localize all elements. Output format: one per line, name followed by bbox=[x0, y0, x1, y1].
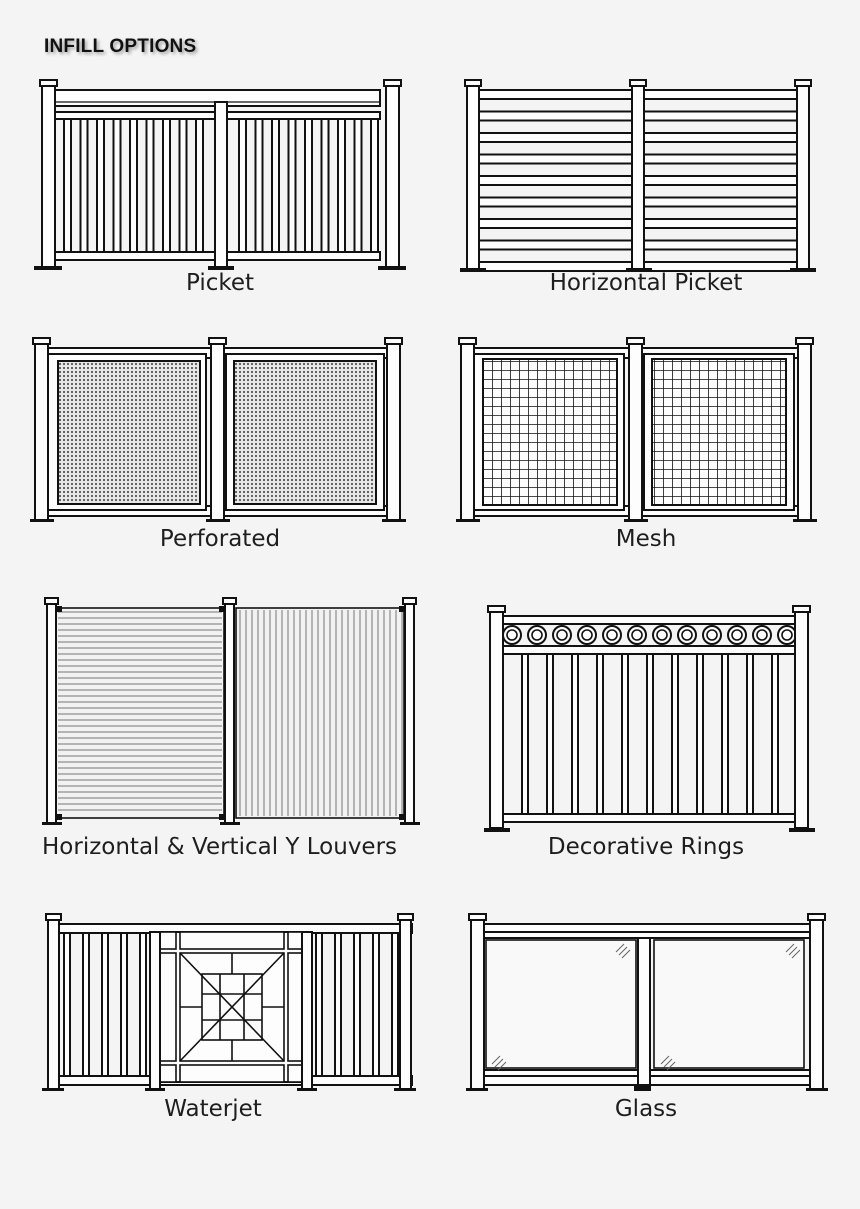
ring-outer bbox=[653, 626, 671, 644]
picket-bar bbox=[335, 933, 341, 1076]
picket-bar bbox=[163, 119, 170, 252]
picket-bar bbox=[256, 119, 263, 252]
picket-bar bbox=[371, 119, 378, 252]
picket-bar bbox=[147, 119, 154, 252]
option-picket bbox=[30, 76, 410, 306]
picket-bar bbox=[622, 654, 628, 814]
option-label-mesh: Mesh bbox=[615, 526, 677, 552]
option-label-perforated: Perforated bbox=[159, 526, 281, 552]
picket-bar bbox=[102, 933, 108, 1076]
picket-bar bbox=[672, 654, 678, 814]
picket-bar bbox=[289, 119, 296, 252]
option-label-decorative-rings: Decorative Rings bbox=[547, 834, 745, 860]
louver-railing-icon bbox=[30, 596, 430, 831]
picket-bar bbox=[83, 933, 89, 1076]
picket-bar bbox=[392, 933, 398, 1076]
ring-outer bbox=[703, 626, 721, 644]
option-label-glass: Glass bbox=[614, 1096, 678, 1122]
picket-bar bbox=[722, 654, 728, 814]
picket-bar bbox=[305, 119, 312, 252]
ring-outer bbox=[628, 626, 646, 644]
picket-bar bbox=[239, 119, 246, 252]
picket-bar bbox=[180, 119, 187, 252]
option-horizontal-picket bbox=[456, 76, 836, 306]
section-heading: INFILL OPTIONS bbox=[44, 36, 197, 57]
waterjet-railing-icon bbox=[30, 912, 430, 1102]
picket-bar bbox=[196, 119, 203, 252]
picket-bar bbox=[772, 654, 778, 814]
picket-bar bbox=[647, 654, 653, 814]
picket-railing-icon bbox=[30, 76, 410, 276]
option-mesh bbox=[456, 334, 836, 564]
picket-bar bbox=[547, 654, 553, 814]
option-label-louvers: Horizontal & Vertical Y Louvers bbox=[42, 834, 398, 860]
decorative-rings-railing-icon bbox=[456, 596, 836, 836]
glass-railing-icon bbox=[456, 912, 836, 1102]
perforated-railing-icon bbox=[30, 334, 410, 534]
ring-outer bbox=[678, 626, 696, 644]
picket-bar bbox=[522, 654, 528, 814]
ring-outer bbox=[778, 626, 796, 644]
ring-outer bbox=[578, 626, 596, 644]
picket-bar bbox=[140, 933, 146, 1076]
option-label-waterjet: Waterjet bbox=[164, 1096, 262, 1122]
ring-outer bbox=[603, 626, 621, 644]
option-perforated bbox=[30, 334, 410, 564]
picket-bar bbox=[338, 119, 345, 252]
ring-outer bbox=[728, 626, 746, 644]
option-label-horizontal-picket: Horizontal Picket bbox=[549, 270, 743, 296]
picket-bar bbox=[697, 654, 703, 814]
option-decorative-rings bbox=[456, 596, 836, 866]
ring-outer bbox=[753, 626, 771, 644]
picket-bar bbox=[121, 933, 127, 1076]
option-waterjet bbox=[30, 912, 430, 1142]
ring-outer bbox=[553, 626, 571, 644]
picket-bar bbox=[747, 654, 753, 814]
picket-bar bbox=[64, 119, 71, 252]
option-louvers bbox=[30, 596, 430, 866]
picket-bar bbox=[64, 933, 70, 1076]
picket-bar bbox=[114, 119, 121, 252]
mesh-railing-icon bbox=[456, 334, 836, 534]
picket-bar bbox=[97, 119, 104, 252]
ring-outer bbox=[503, 626, 521, 644]
picket-bar bbox=[322, 119, 329, 252]
ring-outer bbox=[528, 626, 546, 644]
picket-bar bbox=[130, 119, 137, 252]
picket-bar bbox=[354, 933, 360, 1076]
option-glass bbox=[456, 912, 836, 1142]
picket-bar bbox=[597, 654, 603, 814]
option-label-picket: Picket bbox=[185, 270, 255, 296]
picket-bar bbox=[81, 119, 88, 252]
picket-bar bbox=[316, 933, 322, 1076]
picket-bar bbox=[373, 933, 379, 1076]
picket-bar bbox=[572, 654, 578, 814]
picket-bar bbox=[272, 119, 279, 252]
horizontal-picket-railing-icon bbox=[456, 76, 836, 276]
picket-bar bbox=[355, 119, 362, 252]
